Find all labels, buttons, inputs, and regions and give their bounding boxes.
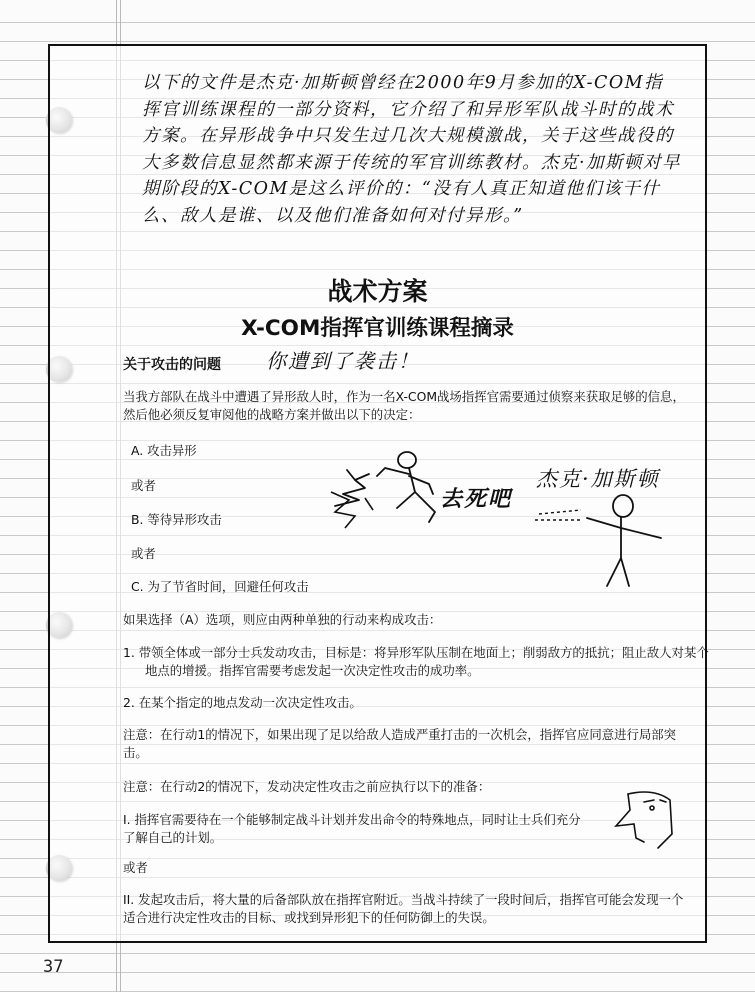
roman-item-2: II. 发起攻击后，将大量的后备部队放在指挥官附近。当战斗持续了一段时间后，指挥官可能会发现一个适合进行决定性攻击的目标、或找到异形犯下的任何防御上的失误。 — [123, 892, 684, 925]
alien-doodle — [335, 452, 435, 522]
roman-item-1: I. 指挥官需要待在一个能够制定战斗计划并发出命令的特殊地点，同时让士兵们充分了解自己的计划。 — [123, 812, 581, 845]
list-item-2: 2. 在某个指定的地点发动一次决定性攻击。 — [123, 695, 362, 710]
option-c: C. 为了节省时间，回避任何攻击 — [131, 579, 309, 594]
option-b: B. 等待异形攻击 — [131, 512, 222, 527]
page-number: 37 — [43, 957, 64, 977]
handwritten-name: 杰克·加斯顿 — [536, 467, 660, 491]
intro-paragraph: 以下的文件是杰克·加斯顿曾经在2000年9月参加的X-COM指挥官训练课程的一部分资料，它介绍了和异形军队战斗时的战术方案。在异形战争中只发生过几次大规模激战，关于这些战役的大多数信息显然都来源于传统的军官训练教材。杰克·加斯顿对早期阶段的X-COM是这么评价的：“没有人真正知道他们该干什么、敌人是谁、以及他们准备如何对付异形。” — [142, 73, 682, 226]
note-2: 注意：在行动2的情况下，发动决定性攻击之前应执行以下的准备： — [123, 779, 491, 794]
list-item-1: 1. 带领全体或一部分士兵发动攻击，目标是：将异形军队压制在地面上；削弱敌方的抵抗；阻止敌人对某个地点的增援。指挥官需要考虑发起一次决定性攻击的成功率。 — [123, 645, 709, 678]
handwritten-die-text: 去死吧 — [440, 486, 513, 512]
page-subtitle: X-COM指挥官训练课程摘录 — [241, 316, 514, 341]
section-heading: 关于攻击的问题 — [123, 357, 221, 373]
note-1: 注意：在行动1的情况下，如果出现了足以给敌人造成严重打击的一次机会，指挥官应同意进行局部突击。 — [123, 727, 677, 760]
face-doodle — [614, 786, 684, 856]
body-paragraph-2: 如果选择（A）选项，则应由两种单独的行动来构成攻击： — [123, 612, 442, 627]
or-text: 或者 — [131, 546, 156, 561]
page-title: 战术方案 — [327, 277, 428, 306]
body-paragraph-1: 当我方部队在战斗中遭遇了异形敌人时，作为一名X-COM战场指挥官需要通过侦察来获取足够的信息，然后他必须反复审阅他的战略方案并做出以下的决定： — [123, 389, 685, 422]
or-text: 或者 — [123, 860, 148, 875]
or-text: 或者 — [131, 478, 156, 493]
option-a: A. 攻击异形 — [131, 443, 197, 458]
shot-lines — [535, 510, 583, 520]
handwritten-attack-note: 你遭到了袭击！ — [266, 349, 420, 373]
stick-figure-doodle — [587, 495, 661, 586]
